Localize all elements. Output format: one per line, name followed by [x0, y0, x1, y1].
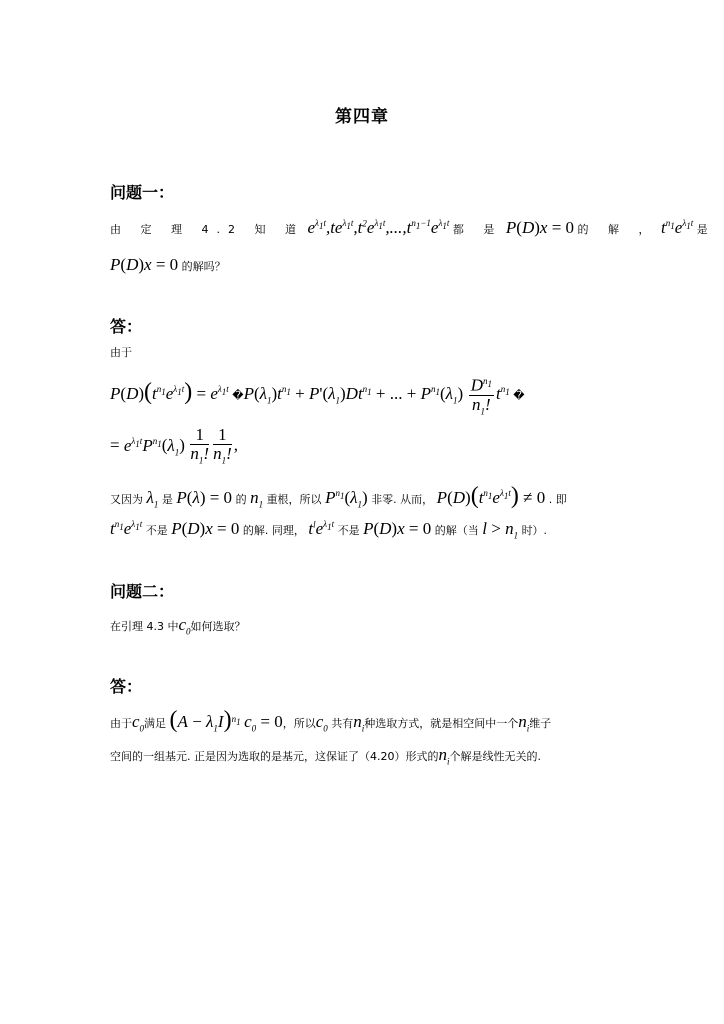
formula-exponential-list: $e^{\lambda_1t},te^{\lambda_1t},t^2e^{\lambda_1t},...,t^{n_1-1}e^{\lambda_1t}$: [307, 218, 450, 237]
formula-tn1-exp: $t^{n_1}e^{\lambda_1t}$: [661, 218, 694, 237]
missing-glyph-icon: �: [232, 389, 244, 403]
answer-two-heading: 答：: [110, 677, 143, 696]
formula-pdx-zero-2: P: [110, 255, 121, 274]
question-two-heading: 问题二：: [110, 582, 175, 601]
q1-text-e: 的解吗？: [181, 260, 226, 273]
answer-two-line-2: 空间的一组基元. 正是因为选取的是基元，这保证了（4.20）形式的$n_i$个解是线性无关的.: [110, 745, 541, 767]
equation-line-2: = $e^{\lambda_1t}P^{n_1}(\lambda_1)$ $\frac{1}{n_1!}$ $\frac{1}{n_1!}$ ,: [110, 425, 239, 466]
answer-one-line-3: 又因为 $\lambda_1$ 是 P(λ) = 0 的 $n_1$ 重根，所以 $P^{n_1}(\lambda_1)$ 非零. 从而， $P(D)(t^{n_1}e^{\lambda_1t}) \ne 0$ . 即: [110, 483, 567, 510]
question-one-line-1: 由 定 理 4.2 知 道 $e^{\lambda_1t},te^{\lambda_1t},t^2e^{\lambda_1t},...,t^{n_1-1}e^{\lambda_1t}$ 都 是 P(D)x = 0 的 解 ， $t^{n_1}e^{\lambda_1t}$ 是: [110, 218, 708, 237]
question-one-heading: 问题一：: [110, 183, 175, 202]
q1-text-a: 由 定 理 4.2 知 道: [110, 223, 304, 236]
answer-one-heading: 答：: [110, 317, 143, 336]
q1-text-d: 是: [696, 223, 708, 236]
equation-line-1: $P(D)(t^{n_1}e^{\lambda_1t}) = e^{\lambda_1t}$ $�P(\lambda_1)t^{n_1} + P'(\lambda_1)Dt^{n_1}$ + ... + $P^{n_1}(\lambda_1)$ $\frac{D^{n_1}}{n_1!}$ $t^{n_1}$ �: [110, 372, 525, 420]
answer-one-line-4: $t^{n_1}e^{\lambda_1t}$ 不是 P(D)x = 0 的解. 同理， $t^le^{\lambda_1t}$ 不是 P(D)x = 0 的解（当 $l > n_1$ 时）.: [110, 519, 548, 541]
question-one-line-2: P(D)x = 0 的解吗？: [110, 255, 226, 274]
answer-two-line-1: 由于$c_0$满足 $(A - \lambda_1I)^{n_1}$ $c_0 = 0$，所以$c_0$ 共有$n_i$种选取方式，就是相空间中一个$n_i$维子: [110, 707, 552, 734]
chapter-title: 第四章: [335, 107, 389, 127]
q1-text-b: 都 是: [452, 223, 503, 236]
formula-pdx-zero: P: [505, 218, 517, 237]
question-two-line: 在引理 4.3 中$c_0$如何选取？: [110, 615, 246, 637]
missing-glyph-icon: �: [513, 389, 525, 403]
answer-one-intro: 由于: [110, 346, 132, 359]
q1-text-c: 的 解 ，: [577, 223, 658, 236]
